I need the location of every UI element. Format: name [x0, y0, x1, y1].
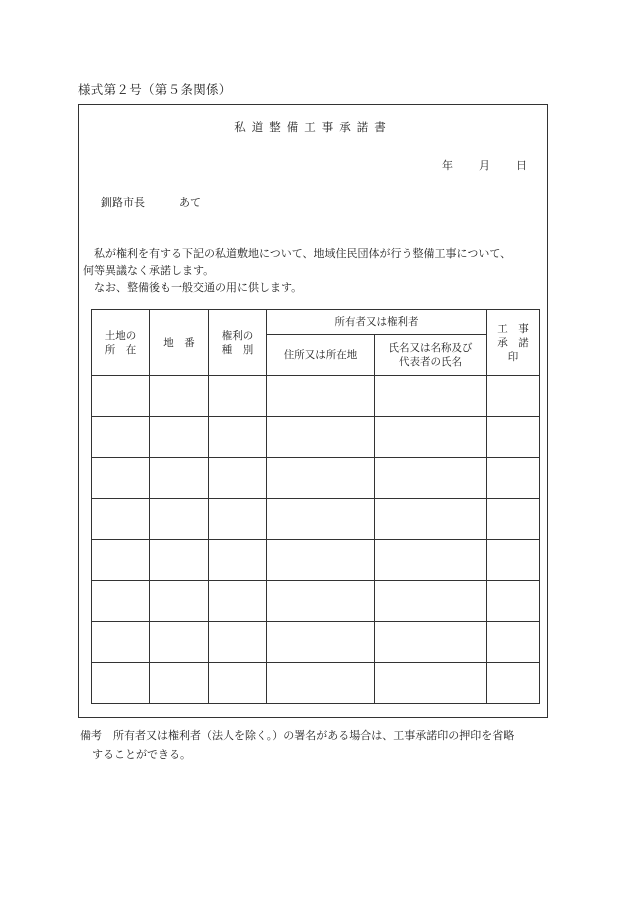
table-cell[interactable]	[375, 417, 487, 458]
date-field	[442, 157, 527, 173]
consent-form-frame	[78, 104, 548, 718]
header-lot-number: 地 番	[150, 310, 209, 376]
header-right-type: 権利の 種 別	[209, 310, 267, 376]
table-cell[interactable]	[92, 663, 150, 704]
table-cell[interactable]	[209, 581, 267, 622]
table-row	[92, 663, 540, 704]
addressee-suffix: あて	[179, 196, 201, 209]
table-cell[interactable]	[150, 417, 209, 458]
table-cell[interactable]	[267, 581, 375, 622]
table-cell[interactable]	[209, 663, 267, 704]
table-body	[92, 376, 540, 704]
table-cell[interactable]	[487, 417, 540, 458]
table-cell[interactable]	[209, 622, 267, 663]
table-row	[92, 376, 540, 417]
table-header-row	[92, 310, 540, 335]
form-title: 私道整備工事承諾書	[234, 120, 392, 134]
header-owner-name: 氏名又は名称及び 代表者の氏名	[375, 335, 487, 376]
header-consent-seal: 工 事 承 諾 印	[487, 310, 540, 376]
table-cell[interactable]	[150, 622, 209, 663]
table-cell[interactable]	[487, 540, 540, 581]
header-location: 土地の 所 在	[92, 310, 150, 376]
table-cell[interactable]	[487, 499, 540, 540]
table-cell[interactable]	[375, 622, 487, 663]
header-owner-group: 所有者又は権利者	[267, 310, 487, 335]
table-cell[interactable]	[92, 540, 150, 581]
table-cell[interactable]	[375, 376, 487, 417]
table-cell[interactable]	[150, 540, 209, 581]
table-cell[interactable]	[150, 376, 209, 417]
table-cell[interactable]	[92, 499, 150, 540]
form-number-label: 様式第２号（第５条関係）	[78, 82, 232, 97]
table-cell[interactable]	[92, 376, 150, 417]
table-cell[interactable]	[92, 622, 150, 663]
table-cell[interactable]	[375, 663, 487, 704]
date-year-label: 年	[442, 159, 453, 172]
table-cell[interactable]	[209, 499, 267, 540]
table-cell[interactable]	[487, 458, 540, 499]
table-cell[interactable]	[267, 663, 375, 704]
table-cell[interactable]	[209, 540, 267, 581]
remarks-line-2: することができる。	[92, 748, 191, 761]
table-cell[interactable]	[375, 581, 487, 622]
table-cell[interactable]	[267, 376, 375, 417]
table-cell[interactable]	[267, 540, 375, 581]
table-cell[interactable]	[92, 417, 150, 458]
table-cell[interactable]	[375, 499, 487, 540]
consent-statement	[83, 245, 541, 296]
table-cell[interactable]	[209, 376, 267, 417]
table-cell[interactable]	[487, 663, 540, 704]
table-cell[interactable]	[150, 499, 209, 540]
addressee	[101, 194, 201, 210]
table-row	[92, 581, 540, 622]
table-row	[92, 540, 540, 581]
table-cell[interactable]	[267, 499, 375, 540]
statement-line-2: 何等異議なく承諾します。	[83, 264, 215, 277]
table-cell[interactable]	[267, 417, 375, 458]
statement-line-3: なお、整備後も一般交通の用に供します。	[94, 281, 303, 294]
table-cell[interactable]	[487, 581, 540, 622]
owner-table	[91, 309, 540, 704]
table-cell[interactable]	[375, 458, 487, 499]
table-row	[92, 458, 540, 499]
remarks-line-1: 備考 所有者又は権利者（法人を除く。）の署名がある場合は、工事承諾印の押印を省略	[80, 729, 515, 742]
table-cell[interactable]	[375, 540, 487, 581]
table-cell[interactable]	[487, 622, 540, 663]
remarks-note	[80, 726, 550, 764]
table-row	[92, 417, 540, 458]
statement-line-1: 私が権利を有する下記の私道敷地について、地域住民団体が行う整備工事について、	[94, 247, 512, 260]
table-cell[interactable]	[150, 663, 209, 704]
addressee-name: 釧路市長	[101, 196, 145, 209]
table-cell[interactable]	[209, 417, 267, 458]
table-row	[92, 499, 540, 540]
table-cell[interactable]	[267, 458, 375, 499]
header-address: 住所又は所在地	[267, 335, 375, 376]
date-day-label: 日	[516, 159, 527, 172]
table-cell[interactable]	[92, 581, 150, 622]
table-cell[interactable]	[150, 458, 209, 499]
table-cell[interactable]	[92, 458, 150, 499]
table-cell[interactable]	[487, 376, 540, 417]
date-month-label: 月	[479, 159, 490, 172]
table-cell[interactable]	[267, 622, 375, 663]
table-cell[interactable]	[209, 458, 267, 499]
table-row	[92, 622, 540, 663]
table-cell[interactable]	[150, 581, 209, 622]
